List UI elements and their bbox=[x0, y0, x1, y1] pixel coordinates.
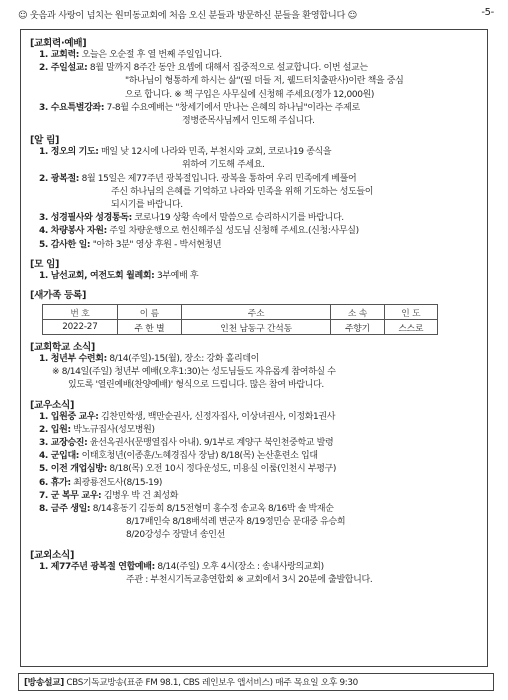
table-row bbox=[43, 320, 438, 335]
meeting-item-1: 1. 남선교회, 여전도회 월례회: 3부예배 후 bbox=[39, 270, 199, 281]
section-title-member-news: [교우소식] bbox=[30, 399, 75, 411]
notice-item-2-line: 주신 하나님의 은혜를 기억하고 나라와 민족을 위해 기도하는 성도들이 bbox=[111, 186, 374, 197]
member-item-7: 7. 군 복무 교우: 김병우 박 건 최성화 bbox=[39, 490, 179, 501]
cell-address: 인천 남동구 간석동 bbox=[181, 320, 330, 335]
header-guide: 인 도 bbox=[384, 305, 437, 320]
broadcast-sermon-box bbox=[18, 673, 494, 691]
school-item-1-note: ※ 8/14일(주일) 청년부 예배(오후1:30)는 성도님들도 자유롭게 참여하실 수 bbox=[52, 367, 336, 378]
section-title-church-school: [교회학교 소식] bbox=[30, 342, 96, 354]
section-title-notices: [알 림] bbox=[30, 135, 60, 147]
member-item-8-line: 8/17배인숙 8/18배석례 변군자 8/19정민승 문대중 유승희 bbox=[126, 517, 346, 528]
notice-item-4: 4. 차량봉사 자원: 주일 차량운행으로 헌신해주실 성도님 신청해 주세요.(신청:사무실) bbox=[39, 226, 359, 237]
section-title-worship: [교회력·예배] bbox=[30, 38, 87, 49]
cell-affiliation: 주향기 bbox=[331, 320, 384, 335]
external-item-1-line: 주관 : 부천시기독교총연합회 ※ 교회에서 3시 20분에 출발합니다. bbox=[126, 574, 373, 585]
worship-item-3: 3. 수요특별강좌: 7-8월 수요예배는 "창세기에서 만나는 은혜의 하나님"이라는 주제로 bbox=[39, 102, 360, 113]
header-address: 주소 bbox=[181, 305, 330, 320]
cell-name: 주 한 별 bbox=[117, 320, 181, 335]
school-item-1-note: 있도록 '열린예배(찬양예배)' 형식으로 드립니다. 많은 참여 바랍니다. bbox=[68, 380, 324, 391]
notice-item-1-line: 위하여 기도해 주세요. bbox=[182, 160, 265, 171]
external-item-1: 1. 제77주년 광복절 연합예배: 8/14(주일) 오후 4시(장소 : 송내사랑의교회) bbox=[39, 561, 324, 572]
page-header bbox=[18, 7, 494, 23]
member-item-1: 1. 입원중 교우: 김찬민학생, 백만순권사, 신정자집사, 이상녀권사, 이정화1권사 bbox=[39, 411, 336, 422]
worship-item-2-line: "하나님이 형통하게 하시는 삶"(필 더들 저, 웰드터치출판사)이란 책을 중심 bbox=[125, 76, 404, 87]
newcomer-table bbox=[42, 304, 438, 335]
member-item-8-line: 8/20강성수 장말녀 송인선 bbox=[126, 530, 225, 541]
school-item-1: 1. 청년부 수련회: 8/14(주일)-15(월), 장소: 강화 홀리데이 bbox=[39, 354, 260, 365]
notice-item-2: 2. 광복절: 8월 15일은 제77주년 광복절입니다. 광복을 통하여 우리 민족에게 베풀어 bbox=[39, 173, 357, 184]
notice-item-1: 1. 정오의 기도: 매일 낮 12시에 나라와 민족, 부천시와 교회, 코로나19 종식을 bbox=[39, 147, 332, 158]
bulletin-frame bbox=[20, 29, 488, 667]
section-title-external-news: [교외소식] bbox=[30, 549, 75, 561]
page-number: -5- bbox=[481, 7, 494, 18]
worship-item-2-line: 으로 합니다. ※ 책 구입은 사무실에 신청해 주세요(정가 12,000원) bbox=[125, 89, 375, 100]
broadcast-text: CBS기독교방송(표준 FM 98.1, CBS 레인보우 앱서비스) 매주 목요일 오후 9:30 bbox=[66, 678, 358, 688]
welcome-text: ☺ 웃음과 사랑이 넘치는 원미동교회에 처음 오신 분들과 방문하신 분들을 환영합니다 ☺ bbox=[18, 10, 357, 21]
notice-item-5: 5. 감사한 일: "아하 3분" 영상 후원 - 박서현청년 bbox=[39, 239, 222, 250]
section-title-meetings: [모 임] bbox=[30, 258, 60, 270]
worship-item-3-line: 정병준목사님께서 인도해 주십니다. bbox=[182, 116, 315, 127]
section-title-newcomers: [새가족 등록] bbox=[30, 290, 87, 302]
member-item-8: 8. 금주 생일: 8/14홍동기 김동희 8/15전형미 홍수정 송교옥 8/16박 솔 박재순 bbox=[39, 504, 334, 515]
member-item-2: 2. 입원: 박노규집사(성모병원) bbox=[39, 424, 155, 435]
member-item-6: 6. 휴가: 최광룡전도사(8/15-19) bbox=[39, 477, 163, 488]
member-item-3: 3. 교장승진: 윤선옥권사(문맹열집사 아내). 9/1부로 계양구 북인천중학교 발령 bbox=[39, 438, 334, 449]
worship-item-2: 2. 주일설교: 8월 말까지 8주간 동안 요셉에 대해서 집중적으로 설교합니다. 이번 설교는 bbox=[39, 63, 368, 74]
cell-number: 2022-27 bbox=[43, 320, 118, 335]
header-name: 이 름 bbox=[117, 305, 181, 320]
header-number: 번 호 bbox=[43, 305, 118, 320]
newcomer-table-header bbox=[43, 305, 438, 320]
header-affiliation: 소 속 bbox=[331, 305, 384, 320]
broadcast-label: [방송설교] bbox=[24, 678, 64, 688]
notice-item-2-line: 되시기를 바랍니다. bbox=[111, 200, 183, 211]
member-item-4: 4. 군입대: 이태호청년(이종훈/노혜경집사 장남) 8/18(목) 논산훈련소 입대 bbox=[39, 451, 318, 462]
member-item-5: 5. 이전 개업심방: 8/18(목) 오전 10시 정다운성도, 미용실 이룸(인천시 부평구) bbox=[39, 464, 337, 475]
worship-item-1: 1. 교회력: 오늘은 오순절 후 열 번째 주일입니다. bbox=[39, 50, 222, 60]
cell-guide: 스스로 bbox=[384, 320, 437, 335]
notice-item-3: 3. 성경필사와 성경통독: 코로나19 상황 속에서 말씀으로 승리하시기를 바랍니다. bbox=[39, 213, 344, 224]
